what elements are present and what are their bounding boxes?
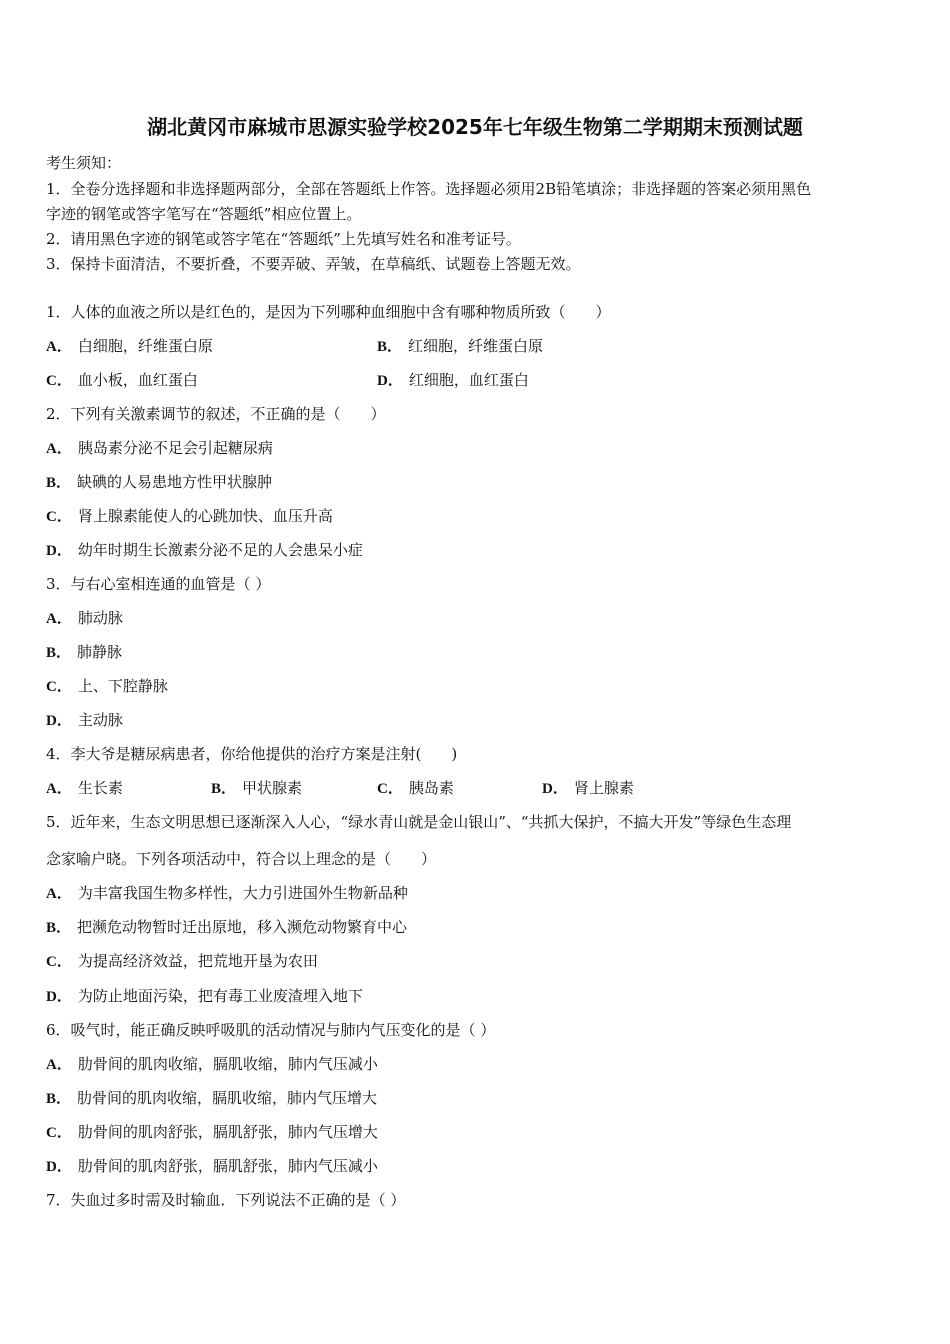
option	[46, 505, 333, 526]
option	[46, 777, 123, 798]
option-text: 红细胞，纤维蛋白原	[408, 337, 544, 355]
question-stem: 5．近年来，生态文明思想已逐渐深入人心，“绿水青山就是金山银山”、“共抓大保护，不搞大开发”等绿色生态理	[46, 813, 792, 831]
option-text: 生长素	[77, 779, 123, 797]
option	[46, 1121, 378, 1142]
option	[46, 1087, 377, 1108]
option-label: D．	[46, 543, 72, 559]
notice-item: 字迹的钢笔或答字笔写在“答题纸”相应位置上。	[46, 205, 362, 223]
option-text: 红细胞，血红蛋白	[408, 371, 529, 389]
option-label: D．	[46, 713, 72, 729]
option-text: 胰岛素分泌不足会引起糖尿病	[77, 439, 273, 457]
option	[46, 471, 272, 492]
question-stem: 2．下列有关激素调节的叙述，不正确的是（ ）	[46, 405, 386, 423]
option-text: 肺静脉	[77, 643, 123, 661]
notice-item: 3．保持卡面清洁，不要折叠，不要弄破、弄皱，在草稿纸、试题卷上答题无效。	[46, 255, 581, 273]
option-label: C．	[377, 781, 403, 797]
option	[46, 709, 123, 730]
option-label: C．	[46, 509, 72, 525]
option-text: 肾上腺素	[573, 779, 634, 797]
question-stem-continued: 念家喻户晓。下列各项活动中，符合以上理念的是（ ）	[46, 850, 437, 868]
option-label: C．	[46, 679, 72, 695]
notice-item: 1．全卷分选择题和非选择题两部分，全部在答题纸上作答。选择题必须用2B铅笔填涂；非选择题的答案必须用黑色	[46, 180, 812, 198]
option-label: B．	[377, 339, 403, 355]
option-text: 肋骨间的肌肉舒张，膈肌舒张，肺内气压减小	[77, 1157, 378, 1175]
option	[46, 916, 407, 937]
option-text: 白细胞，纤维蛋白原	[77, 337, 213, 355]
option	[211, 777, 302, 798]
notice-heading: 考生须知：	[46, 154, 122, 172]
question-stem: 7．失血过多时需及时输血．下列说法不正确的是（ ）	[46, 1191, 406, 1209]
option	[46, 539, 363, 560]
option	[46, 369, 198, 390]
option	[377, 369, 529, 390]
option-label: C．	[46, 1125, 72, 1141]
option	[46, 437, 273, 458]
option-text: 上、下腔静脉	[77, 677, 168, 695]
question-stem: 3．与右心室相连通的血管是（ ）	[46, 575, 271, 593]
option-label: A．	[46, 886, 72, 902]
option-text: 甲状腺素	[242, 779, 303, 797]
question-stem: 6．吸气时，能正确反映呼吸肌的活动情况与肺内气压变化的是（ ）	[46, 1021, 496, 1039]
option-label: D．	[46, 989, 72, 1005]
option-text: 为提高经济效益，把荒地开垦为农田	[77, 952, 318, 970]
option	[542, 777, 634, 798]
option-text: 为防止地面污染，把有毒工业废渣埋入地下	[77, 987, 363, 1005]
exam-title: 湖北黄冈市麻城市思源实验学校2025年七年级生物第二学期期末预测试题	[147, 115, 803, 139]
option	[46, 641, 122, 662]
option	[377, 335, 543, 356]
option	[46, 1155, 378, 1176]
option-label: D．	[377, 373, 403, 389]
option	[46, 675, 168, 696]
option-label: D．	[46, 1159, 72, 1175]
option-label: B．	[46, 645, 72, 661]
option-text: 肺动脉	[77, 609, 123, 627]
option	[46, 1053, 378, 1074]
option-label: B．	[46, 920, 72, 936]
option-label: D．	[542, 781, 568, 797]
question-stem: 4．李大爷是糖尿病患者，你给他提供的治疗方案是注射( )	[46, 745, 458, 763]
option-text: 肋骨间的肌肉舒张，膈肌舒张，肺内气压增大	[77, 1123, 378, 1141]
option-label: C．	[46, 954, 72, 970]
question-stem: 1．人体的血液之所以是红色的，是因为下列哪种血细胞中含有哪种物质所致（ ）	[46, 303, 611, 321]
option-label: A．	[46, 781, 72, 797]
option	[377, 777, 454, 798]
notice-item: 2．请用黑色字迹的钢笔或答字笔在“答题纸”上先填写姓名和准考证号。	[46, 230, 521, 248]
option-text: 肾上腺素能使人的心跳加快、血压升高	[77, 507, 333, 525]
option-text: 肋骨间的肌肉收缩，膈肌收缩，肺内气压增大	[77, 1089, 378, 1107]
option-text: 缺碘的人易患地方性甲状腺肿	[77, 473, 273, 491]
option-text: 主动脉	[77, 711, 123, 729]
option-label: B．	[46, 1091, 72, 1107]
option-text: 把濒危动物暂时迁出原地，移入濒危动物繁育中心	[77, 918, 408, 936]
option-label: B．	[46, 475, 72, 491]
option-label: A．	[46, 339, 72, 355]
option-text: 血小板，血红蛋白	[77, 371, 198, 389]
option-label: C．	[46, 373, 72, 389]
option-label: A．	[46, 441, 72, 457]
option-text: 胰岛素	[408, 779, 454, 797]
option	[46, 335, 213, 356]
option-text: 幼年时期生长激素分泌不足的人会患呆小症	[77, 541, 363, 559]
option	[46, 607, 123, 628]
option	[46, 950, 318, 971]
option	[46, 882, 408, 903]
option-text: 为丰富我国生物多样性，大力引进国外生物新品种	[77, 884, 408, 902]
option-label: A．	[46, 611, 72, 627]
option	[46, 985, 363, 1006]
option-label: A．	[46, 1057, 72, 1073]
option-label: B．	[211, 781, 237, 797]
option-text: 肋骨间的肌肉收缩，膈肌收缩，肺内气压减小	[77, 1055, 378, 1073]
